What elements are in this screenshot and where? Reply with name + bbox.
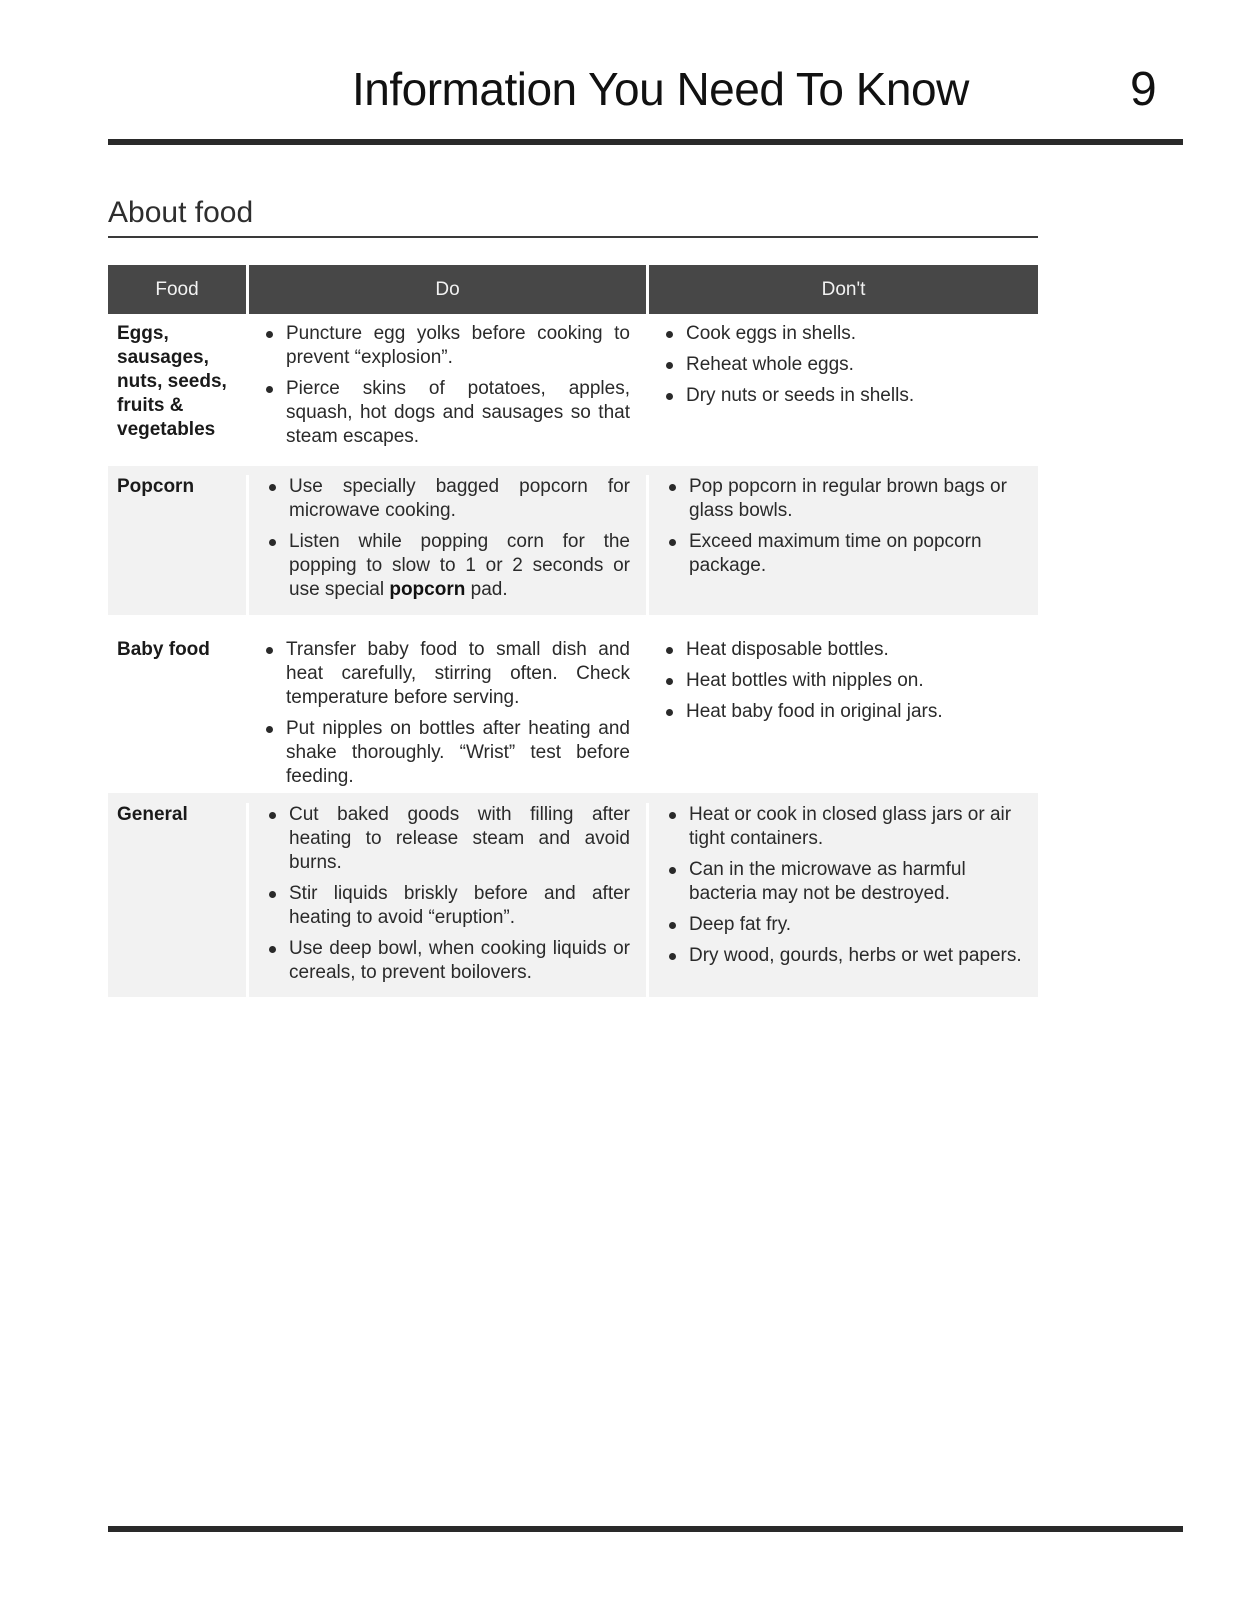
list-item: Transfer baby food to small dish and heat carefully, stirring often. Check temperature before serving. [264,638,630,710]
do-cell [246,638,646,793]
table-row-baby-food [108,629,1038,793]
list-item [267,530,630,602]
table-row-eggs [108,322,1038,466]
footer-rule [108,1526,1183,1532]
section-rule [108,236,1038,238]
list-item-tail: pad. [465,579,508,600]
page-number: 9 [1130,63,1157,116]
list-item: Puncture egg yolks before cooking to prevent “explosion”. [264,322,630,370]
list-item: Put nipples on bottles after heating and shake thoroughly. “Wrist” test before feeding. [264,717,630,789]
list-item: Cook eggs in shells. [664,322,1022,346]
header-rule [108,139,1183,145]
dont-list [667,475,1022,578]
dont-list [664,638,1022,724]
list-item: Heat disposable bottles. [664,638,1022,662]
food-label: Baby food [117,639,210,660]
list-item: Stir liquids briskly before and after heating to avoid “eruption”. [267,882,630,930]
list-item: Heat or cook in closed glass jars or air tight containers. [667,803,1022,851]
do-cell [246,475,646,615]
list-item: Deep fat fry. [667,913,1022,937]
table-header-row [108,265,1038,314]
list-item: Use specially bagged popcorn for microwave cooking. [267,475,630,523]
food-label: General [117,804,188,825]
dont-cell [646,322,1038,466]
header-food: Food [108,265,246,314]
popcorn-pad-label: popcorn [389,579,466,600]
list-item-text: Listen while popping corn for the popping to slow to 1 or 2 seconds or use special [289,531,630,600]
list-item: Reheat whole eggs. [664,353,1022,377]
dont-list [667,803,1022,968]
table-row-popcorn [108,466,1038,615]
do-cell [246,322,646,466]
food-label: Eggs, sausages, nuts, seeds, fruits & vegetables [117,323,227,440]
do-cell [246,803,646,997]
list-item: Heat bottles with nipples on. [664,669,1022,693]
list-item: Cut baked goods with filling after heating to release steam and avoid burns. [267,803,630,875]
dont-cell [646,638,1038,793]
section-title: About food [108,196,254,229]
list-item: Pop popcorn in regular brown bags or glass bowls. [667,475,1022,523]
dont-cell [646,475,1038,615]
list-item: Can in the microwave as harmful bacteria may not be destroyed. [667,858,1022,906]
list-item: Dry wood, gourds, herbs or wet papers. [667,944,1022,968]
food-table [108,265,1038,997]
list-item: Pierce skins of potatoes, apples, squash, hot dogs and sausages so that steam escapes. [264,377,630,449]
do-list [267,475,630,602]
page-title: Information You Need To Know [352,63,969,115]
list-item: Dry nuts or seeds in shells. [664,384,1022,408]
header-do: Do [246,265,646,314]
list-item: Heat baby food in original jars. [664,700,1022,724]
list-item: Use deep bowl, when cooking liquids or cereals, to prevent boilovers. [267,937,630,985]
do-list [264,638,630,789]
food-label: Popcorn [117,476,195,497]
header-dont: Don't [646,265,1038,314]
table-row-general [108,793,1038,997]
dont-list [664,322,1022,408]
dont-cell [646,803,1038,997]
list-item: Exceed maximum time on popcorn package. [667,530,1022,578]
do-list [264,322,630,449]
do-list [267,803,630,985]
